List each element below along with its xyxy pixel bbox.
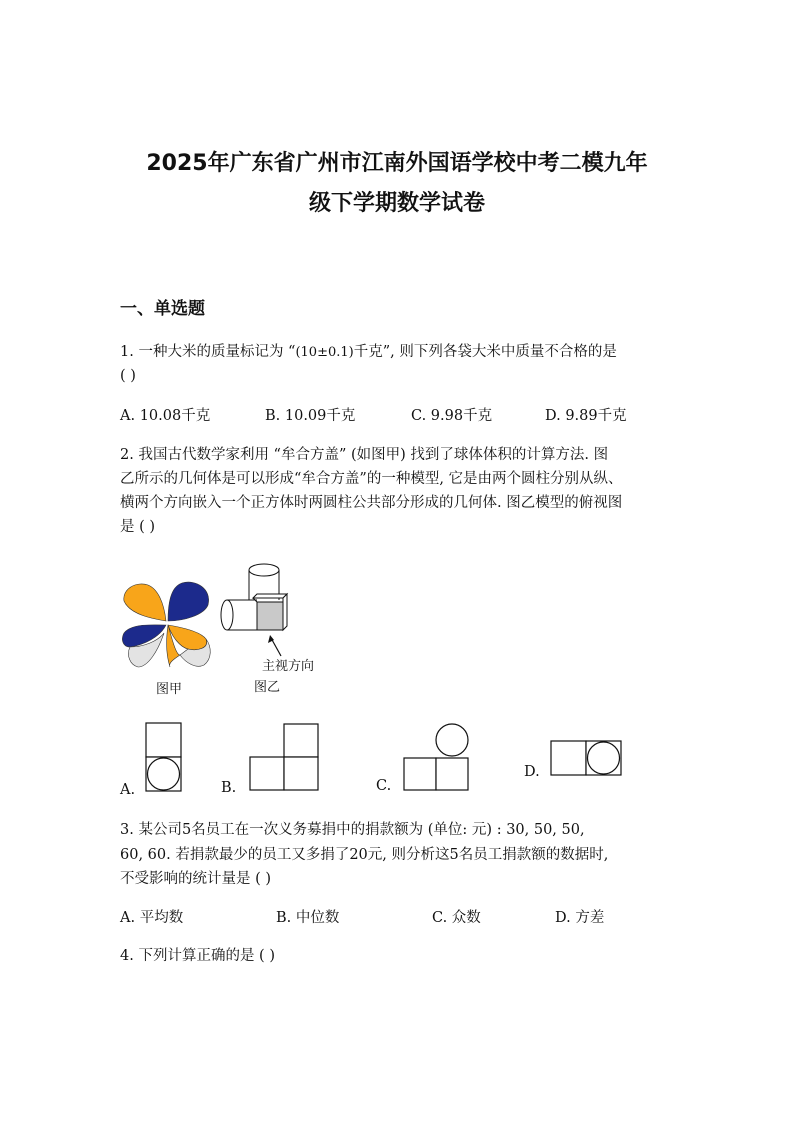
question-1-text-pre: 1. 一种大米的质量标记为 “ [120,344,296,360]
figure-jia-caption: 图甲 [156,682,183,697]
question-1-math: (10±0.1) [295,345,354,360]
question-2-option-b-figure [248,723,320,793]
question-3-line-3: 不受影响的统计量是 ( ) [120,871,272,887]
question-2-line-4: 是 ( ) [120,519,156,535]
question-3-option-a: A. 平均数 [120,910,184,926]
figure-jia-image [118,575,218,673]
question-2-option-b-label: B. [221,780,237,796]
question-2-line-3: 横两个方向嵌入一个正方体时两圆柱公共部分形成的几何体. 图乙模型的俯视图 [120,495,623,511]
figure-yi-caption: 图乙 [254,680,281,695]
question-3-line-1: 3. 某公司5名员工在一次义务募捐中的捐款额为 (单位: 元) : 30, 50, 50, [120,822,585,838]
question-2-option-c-label: C. [376,778,392,794]
question-1-text-post: 千克”, 则下列各袋大米中质量不合格的是 [353,344,617,360]
question-3-option-d: D. 方差 [555,910,605,926]
view-direction-label: 主视方向 [262,659,315,674]
question-3-option-c: C. 众数 [432,910,481,926]
question-1-stem [120,340,617,365]
question-2-option-c-figure [402,723,472,793]
figure-yi-image [215,560,295,658]
document-title-line2: 级下学期数学试卷 [308,191,485,216]
question-1-option-d: D. 9.89千克 [545,408,627,424]
question-2-option-d-label: D. [524,764,540,780]
section-heading: 一、单选题 [120,299,205,319]
question-2-option-a-label: A. [120,782,136,798]
question-2-line-1: 2. 我国古代数学家利用 “牟合方盖” (如图甲) 找到了球体体积的计算方法. 图 [120,447,609,463]
question-1-option-a: A. 10.08千克 [120,408,211,424]
question-1-paren: ( ) [120,368,136,384]
question-2-option-d-figure [550,740,622,778]
question-3-line-2: 60, 60. 若捐款最少的员工又多捐了20元, 则分析这5名员工捐款额的数据时, [120,847,609,863]
question-1-option-c: C. 9.98千克 [411,408,493,424]
question-4-stem: 4. 下列计算正确的是 ( ) [120,948,275,964]
question-3-option-b: B. 中位数 [276,910,340,926]
document-title-line1: 2025年广东省广州市江南外国语学校中考二模九年 [146,151,648,176]
question-1-option-b: B. 10.09千克 [265,408,356,424]
question-2-option-a-figure [145,722,183,794]
question-2-line-2: 乙所示的几何体是可以形成“牟合方盖”的一种模型, 它是由两个圆柱分别从纵、 [120,471,623,487]
